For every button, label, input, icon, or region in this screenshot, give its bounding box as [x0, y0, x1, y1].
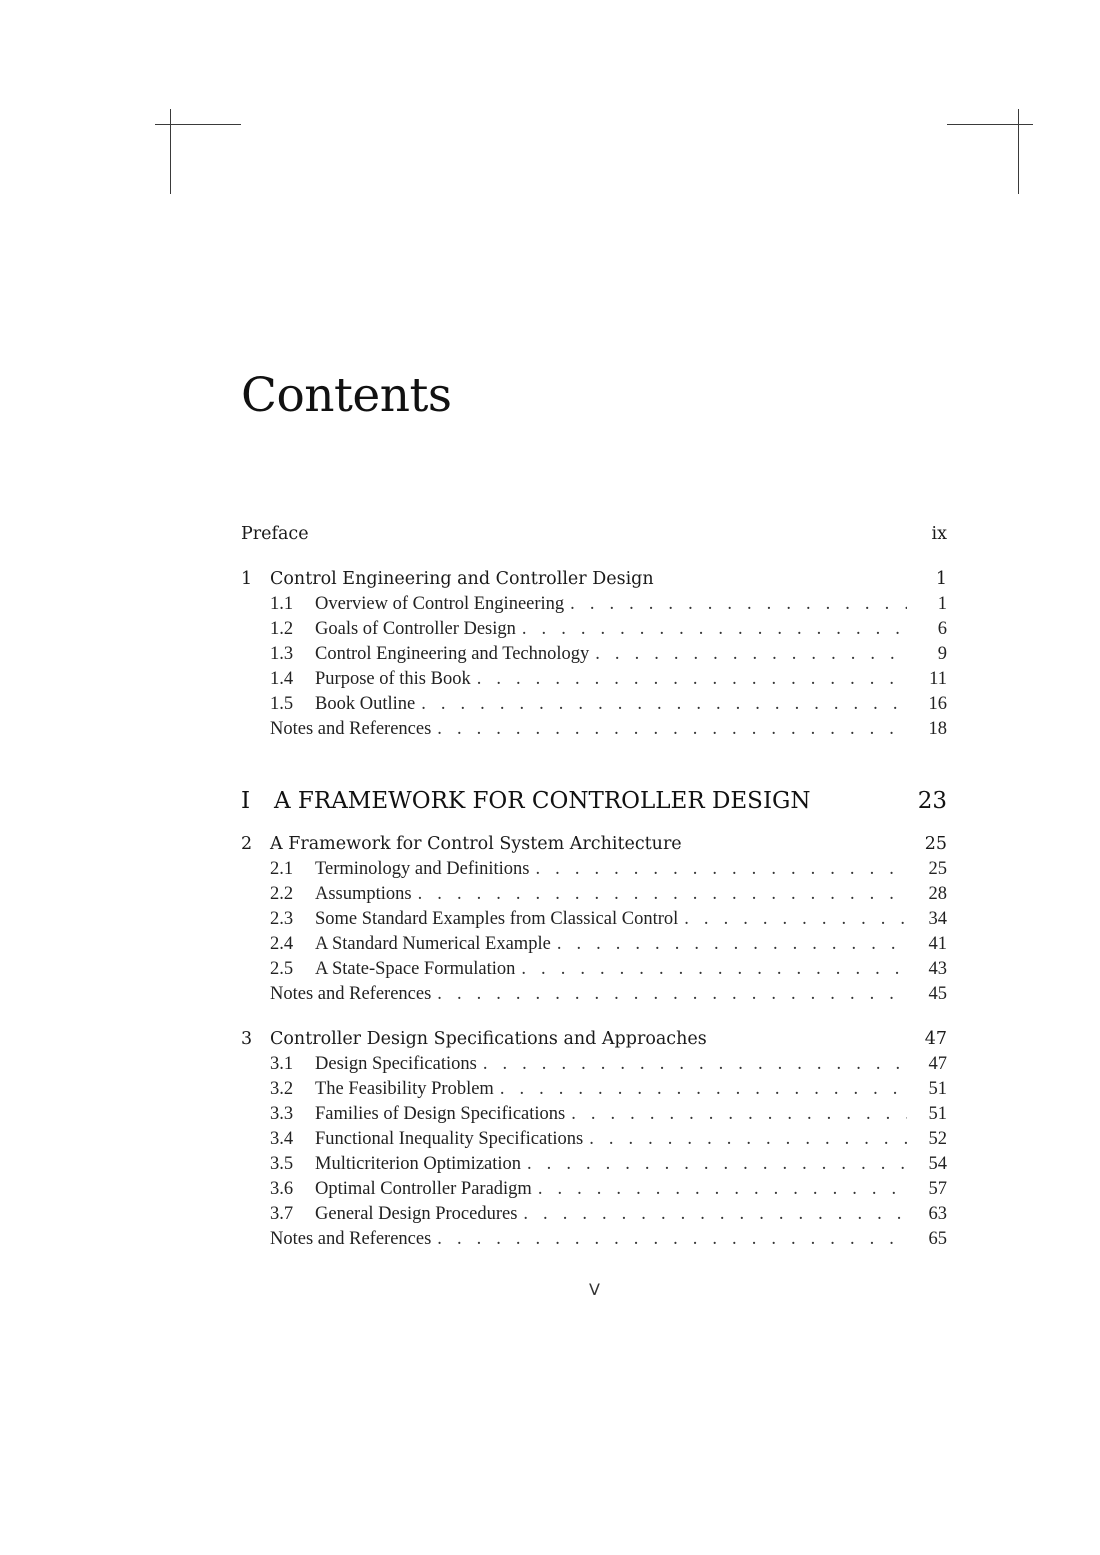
notes-page: 65 [928, 1229, 947, 1249]
section-page: 47 [928, 1054, 947, 1074]
section-page: 57 [928, 1179, 947, 1199]
crop-mark-top-left-vertical [170, 109, 171, 194]
chapter-title: Control Engineering and Controller Design [270, 569, 654, 589]
section-number: 2.1 [270, 859, 294, 879]
section-number: 3.2 [270, 1079, 294, 1099]
toc-section-1-1[interactable] [241, 594, 947, 619]
dot-leader [684, 909, 907, 930]
section-title: Assumptions [315, 884, 412, 904]
toc-section-3-1[interactable] [241, 1054, 947, 1079]
dot-leader [500, 1079, 907, 1100]
toc-entry-title: Preface [241, 524, 309, 544]
toc-section-3-2[interactable] [241, 1079, 947, 1104]
dot-leader [437, 1229, 907, 1250]
dot-leader [570, 594, 907, 615]
dot-leader [418, 884, 907, 905]
chapter-number: 1 [241, 569, 253, 589]
section-title: Terminology and Definitions [315, 859, 530, 879]
section-page: 6 [937, 619, 947, 639]
dot-leader [538, 1179, 907, 1200]
toc-section-2-5[interactable] [241, 959, 947, 984]
table-of-contents [241, 524, 947, 1254]
section-title: Overview of Control Engineering [315, 594, 565, 614]
section-title: Some Standard Examples from Classical Control [315, 909, 679, 929]
chapter-page: 47 [924, 1029, 947, 1049]
dot-leader [557, 934, 907, 955]
section-page: 34 [928, 909, 947, 929]
notes-title: Notes and References [270, 984, 432, 1004]
section-page: 25 [928, 859, 947, 879]
toc-section-2-1[interactable] [241, 859, 947, 884]
dot-leader [521, 959, 907, 980]
section-page: 9 [937, 644, 947, 664]
chapter-title: A Framework for Control System Architecture [270, 834, 682, 854]
toc-section-1-5[interactable] [241, 694, 947, 719]
dot-leader [421, 694, 907, 715]
crop-mark-top-right-horizontal [947, 124, 1033, 125]
section-page: 51 [928, 1079, 947, 1099]
part-number: I [241, 788, 251, 814]
section-page: 1 [937, 594, 947, 614]
section-number: 3.7 [270, 1204, 294, 1224]
notes-page: 18 [928, 719, 947, 739]
section-number: 1.3 [270, 644, 294, 664]
section-number: 2.4 [270, 934, 294, 954]
section-number: 2.3 [270, 909, 294, 929]
section-title: The Feasibility Problem [315, 1079, 494, 1099]
section-page: 41 [928, 934, 947, 954]
section-number: 3.6 [270, 1179, 294, 1199]
section-title: Multicriterion Optimization [315, 1154, 522, 1174]
notes-title: Notes and References [270, 719, 432, 739]
section-title: Purpose of this Book [315, 669, 471, 689]
toc-notes-chapter-1[interactable] [241, 719, 947, 744]
dot-leader [483, 1054, 907, 1075]
toc-section-2-3[interactable] [241, 909, 947, 934]
section-number: 2.2 [270, 884, 294, 904]
toc-section-2-2[interactable] [241, 884, 947, 909]
chapter-number: 3 [241, 1029, 253, 1049]
section-number: 2.5 [270, 959, 294, 979]
part-page: 23 [917, 788, 947, 814]
toc-entry-page: ix [931, 524, 947, 544]
section-title: Book Outline [315, 694, 416, 714]
toc-section-3-3[interactable] [241, 1104, 947, 1129]
toc-part-1[interactable] [241, 788, 947, 826]
chapter-page: 25 [924, 834, 947, 854]
section-title: Design Specifications [315, 1054, 477, 1074]
section-title: A Standard Numerical Example [315, 934, 551, 954]
dot-leader [523, 1204, 907, 1225]
section-page: 28 [928, 884, 947, 904]
toc-entry-preface[interactable] [241, 524, 947, 549]
dot-leader [527, 1154, 907, 1175]
chapter-title: Controller Design Specifications and Approaches [270, 1029, 707, 1049]
section-title: Control Engineering and Technology [315, 644, 590, 664]
dot-leader [522, 619, 907, 640]
part-title: A FRAMEWORK FOR CONTROLLER DESIGN [274, 788, 811, 814]
crop-mark-top-right-vertical [1018, 109, 1019, 194]
section-page: 52 [928, 1129, 947, 1149]
toc-section-2-4[interactable] [241, 934, 947, 959]
section-number: 3.5 [270, 1154, 294, 1174]
section-number: 3.3 [270, 1104, 294, 1124]
toc-section-3-6[interactable] [241, 1179, 947, 1204]
toc-chapter-3[interactable] [241, 1029, 947, 1054]
dot-leader [477, 669, 907, 690]
section-page: 54 [928, 1154, 947, 1174]
dot-leader [571, 1104, 907, 1125]
section-number: 1.4 [270, 669, 294, 689]
section-number: 1.1 [270, 594, 294, 614]
toc-section-1-4[interactable] [241, 669, 947, 694]
crop-mark-top-left-horizontal [155, 124, 241, 125]
section-number: 1.5 [270, 694, 294, 714]
section-title: Goals of Controller Design [315, 619, 516, 639]
toc-section-3-4[interactable] [241, 1129, 947, 1154]
section-page: 51 [928, 1104, 947, 1124]
toc-section-3-7[interactable] [241, 1204, 947, 1229]
section-title: Functional Inequality Specifications [315, 1129, 584, 1149]
notes-title: Notes and References [270, 1229, 432, 1249]
section-title: Optimal Controller Paradigm [315, 1179, 532, 1199]
page-folio: V [589, 1280, 600, 1299]
notes-page: 45 [928, 984, 947, 1004]
toc-chapter-2[interactable] [241, 834, 947, 859]
section-page: 16 [928, 694, 947, 714]
toc-notes-chapter-3[interactable] [241, 1229, 947, 1254]
page-title: Contents [241, 368, 452, 423]
toc-section-1-3[interactable] [241, 644, 947, 669]
dot-leader [589, 1129, 907, 1150]
dot-leader [437, 984, 907, 1005]
section-page: 11 [929, 669, 947, 689]
toc-section-3-5[interactable] [241, 1154, 947, 1179]
chapter-page: 1 [935, 569, 947, 589]
section-page: 43 [928, 959, 947, 979]
toc-chapter-1[interactable] [241, 569, 947, 594]
toc-notes-chapter-2[interactable] [241, 984, 947, 1009]
section-number: 3.4 [270, 1129, 294, 1149]
chapter-number: 2 [241, 834, 253, 854]
section-title: A State-Space Formulation [315, 959, 516, 979]
section-number: 3.1 [270, 1054, 294, 1074]
dot-leader [595, 644, 907, 665]
toc-section-1-2[interactable] [241, 619, 947, 644]
dot-leader [536, 859, 907, 880]
section-page: 63 [928, 1204, 947, 1224]
section-title: Families of Design Specifications [315, 1104, 566, 1124]
section-number: 1.2 [270, 619, 294, 639]
dot-leader [437, 719, 907, 740]
section-title: General Design Procedures [315, 1204, 518, 1224]
